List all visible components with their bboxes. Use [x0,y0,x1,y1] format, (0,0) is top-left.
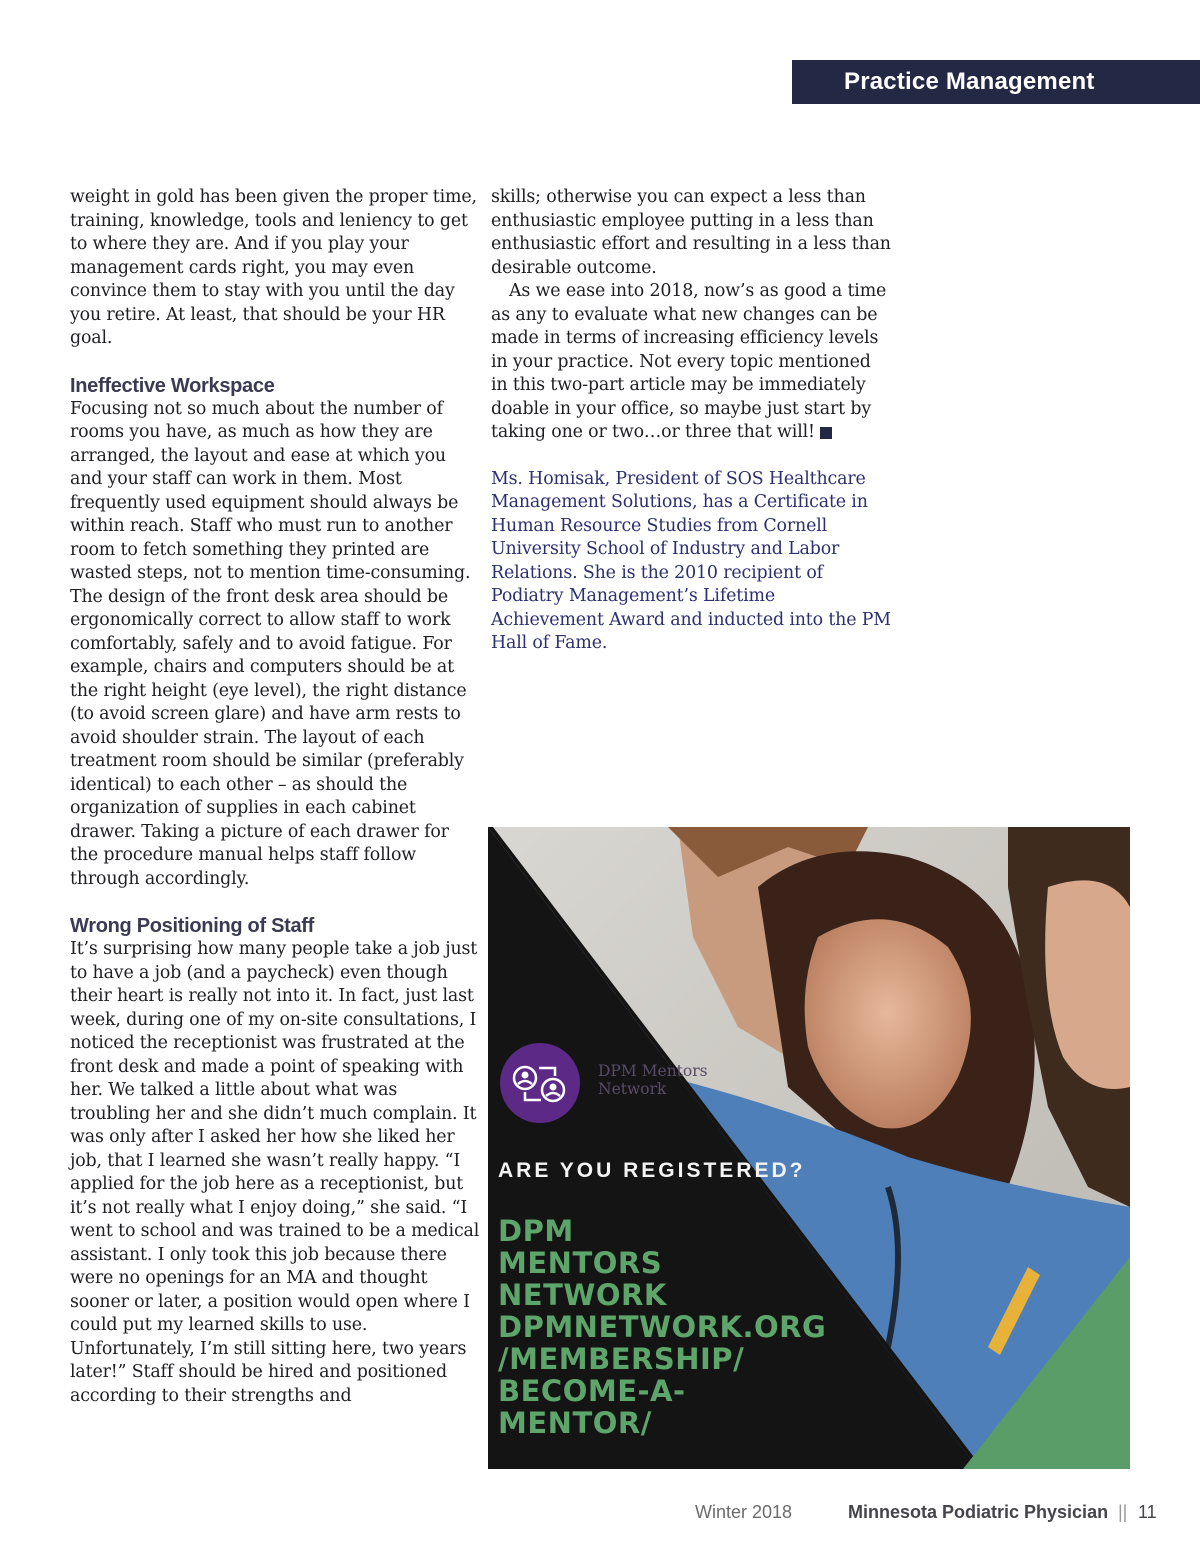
left-column [70,186,480,1408]
cta-url-line[interactable]: BECOME-A- [498,1374,686,1408]
paragraph: weight in gold has been given the proper time, training, knowledge, tools and leniency to get to where they are. And if you play your management cards right, you may even convince them to stay with you until the day you retire. At least, that should be your HR goal. [70,187,477,348]
subheading-wrong-positioning: Wrong Positioning of Staff [70,915,315,937]
cta-url-line[interactable]: DPMNETWORK.ORG [498,1310,827,1344]
end-of-article-icon: › [820,427,832,439]
section-title: Practice Management [844,68,1095,95]
page-footer [0,1500,1200,1526]
subheading-ineffective-workspace: Ineffective Workspace [70,374,275,397]
advertisement-dpm-mentors[interactable] [488,827,1130,1469]
author-bio: Ms. Homisak, President of SOS Healthcare Management Solutions, has a Certificate in Human Resource Studies from Cornell University School of Industry and Labor Relations. She is the 2010 recipient of Podiatry Management’s Lifetime Achievement Award and inducted into the PM Hall of Fame. [491,468,891,653]
section-header-bar [792,60,1200,104]
paragraph: skills; otherwise you can expect a less than enthusiastic employee putting in a less than enthusiastic effort and resulting in a less than desirable outcome. [491,187,891,278]
ad-question: ARE YOU REGISTERED? [498,1159,806,1182]
magazine-title: Minnesota Podiatric Physician [848,1502,1109,1522]
dpm-mentors-logo [500,1043,708,1123]
paragraph [491,280,891,445]
cta-line: NETWORK [498,1278,667,1312]
right-column [491,186,891,656]
page-number: 11 [1138,1502,1157,1522]
mentors-network-icon [500,1043,580,1123]
logo-line: DPM Mentors [598,1062,708,1080]
logo-wordmark [598,1062,708,1098]
cta-line: MENTORS [498,1246,663,1280]
paragraph: Focusing not so much about the number of rooms you have, as much as how they are arranged, the layout and ease at which you and your staff can work in them. Most frequently used equipment should always be within reach. Staff who must run to another room to fetch something they printed are wasted steps, not to mention time-consuming. The design of the front desk area should be ergonomically correct to allow staff to work comfortably, safely and to avoid fatigue. For example, chairs and computers should be at the right height (eye level), the right distance (to avoid screen glare) and have arm rests to avoid shoulder strain. The layout of each treatment room should be similar (preferably identical) to each other – as should the organization of supplies in each cabinet drawer. Taking a picture of each drawer for the procedure manual helps staff follow through accordingly. [70,398,471,889]
cta-url-line[interactable]: MENTOR/ [498,1406,652,1440]
paragraph-text: As we ease into 2018, now’s as good a time as any to evaluate what new changes can be made in terms of increasing efficiency levels in your practice. Not every topic mentioned in this two-part article may be immediately doable in your office, so maybe just start by taking one or two…or three that will! [491,281,887,442]
paragraph: It’s surprising how many people take a job just to have a job (and a paycheck) even though their heart is really not into it. In fact, just last week, during one of my on-site consultations, I noticed the receptionist was frustrated at the front desk and made a point of speaking with her. We talked a little about what was troubling her and she didn’t much complain. It was only after I asked her how she liked her job, that I learned she wasn’t really happy. “I applied for the job here as a receptionist, but it’s not really what I enjoy doing,” she said. “I went to school and was trained to be a medical assistant. I only took this job because there were no openings for an MA and thought sooner or later, a position would open where I could put my learned skills to use. Unfortunately, I’m still sitting here, two years later!” Staff should be hired and positioned according to their strengths and [70,939,480,1406]
ad-call-to-action[interactable] [498,1215,826,1439]
cta-url-line[interactable]: /MEMBERSHIP/ [498,1342,745,1376]
cta-line: DPM [498,1214,574,1248]
logo-line: Network [598,1080,667,1098]
footer-separator: || [1118,1502,1128,1522]
issue-date: Winter 2018 [695,1502,793,1522]
